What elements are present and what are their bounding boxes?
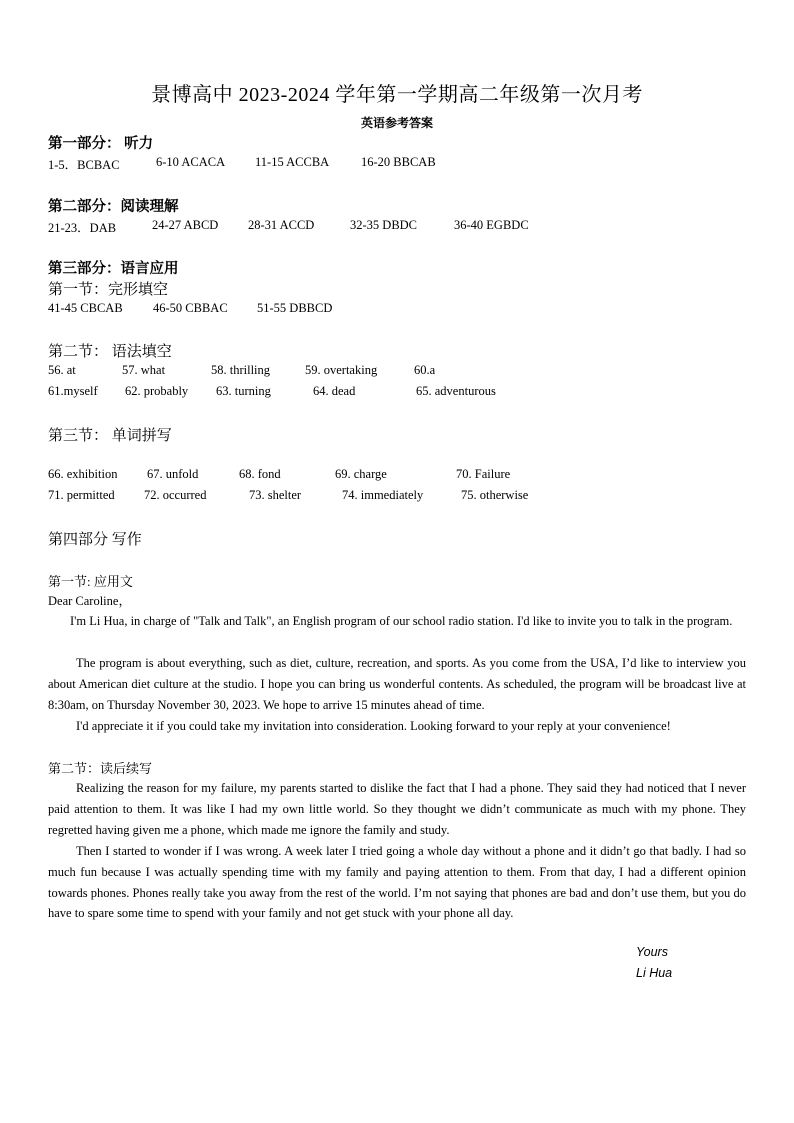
part3-section3-heading: 第三节： 单词拼写	[48, 428, 172, 444]
answer-group: 11-15 ACCBA	[255, 155, 330, 169]
part3-section2-heading: 第二节： 语法填空	[48, 344, 172, 360]
part1-heading: 第一部分： 听力	[48, 136, 154, 152]
answer-group: 6-10 ACACA	[156, 155, 226, 169]
answer-group: 28-31 ACCD	[248, 218, 315, 232]
answer-item: 69. charge	[335, 467, 387, 481]
answer-item: 72. occurred	[144, 488, 207, 502]
part2-heading: 第二部分：阅读理解	[48, 199, 179, 215]
letter-paragraph: I'd appreciate it if you could take my invitation into consideration. Looking forward to your reply at your convenience!	[76, 719, 671, 733]
answer-group: 32-35 DBDC	[350, 218, 418, 232]
letter-closing: Yours	[636, 945, 668, 959]
answer-item: 75. otherwise	[461, 488, 529, 502]
answer-item: 59. overtaking	[305, 363, 378, 377]
answer-item: 74. immediately	[342, 488, 424, 502]
answer-group: 21-23．DAB	[48, 221, 117, 235]
answer-item: 73. shelter	[249, 488, 302, 502]
answer-group: 24-27 ABCD	[152, 218, 219, 232]
continuation-paragraph: Then I started to wonder if I was wrong. A week later I tried going a whole day without a phone and it didn’t go that badly. I had so much fun because I was actually spending time with my family and paying attention to them. From that day, I had a different opinion towards phones. Phones really take you away from the rest of the world. I’m not saying that phones are bad and don’t use them, but you do have to spare some time to spend with your family and not get stuck with your phone all day.	[48, 844, 746, 921]
answer-group: 41-45 CBCAB	[48, 301, 123, 315]
answer-item: 70. Failure	[456, 467, 511, 481]
part4-section1-heading: 第一节: 应用文	[48, 574, 133, 589]
answer-item: 60.a	[414, 363, 436, 377]
page-subtitle: 英语参考答案	[360, 116, 433, 130]
letter-signature: Li Hua	[636, 966, 673, 980]
answer-item: 56. at	[48, 363, 76, 377]
answer-item: 63. turning	[216, 384, 271, 398]
answer-item: 64. dead	[313, 384, 356, 398]
letter-paragraph: I'm Li Hua, in charge of "Talk and Talk", an English program of our school radio station. I'd like to invite you to talk in the program.	[70, 614, 733, 628]
answer-item: 71. permitted	[48, 488, 115, 502]
part3-heading: 第三部分：语言应用	[48, 261, 179, 277]
answer-item: 58. thrilling	[211, 363, 271, 377]
letter-paragraph: The program is about everything, such as diet, culture, recreation, and sports. As you come from the USA, I’d like to interview you about American diet culture at the studio. I hope you can bring us wonderful contents. As scheduled, the program will be broadcast live at 8:30am, on Thursday November 30, 2023. We hope to arrive 15 minutes ahead of time.	[48, 656, 746, 712]
letter-salutation: Dear Caroline，	[48, 594, 131, 608]
continuation-paragraph: Realizing the reason for my failure, my parents started to dislike the fact that I had a phone. They said they had noticed that I never paid attention to them. It was like I had my own little world. So they thought we didn’t communicate as much with my phone. They regretted having given me a phone, which made me ignore the family and study.	[48, 781, 746, 837]
answer-item: 68. fond	[239, 467, 281, 481]
answer-group: 46-50 CBBAC	[153, 301, 228, 315]
part4-heading: 第四部分 写作	[48, 532, 142, 548]
answer-group: 51-55 DBBCD	[257, 301, 333, 315]
answer-item: 61.myself	[48, 384, 98, 398]
answer-group: 16-20 BBCAB	[361, 155, 436, 169]
part3-section1-heading: 第一节：完形填空	[48, 282, 169, 298]
answer-item: 57. what	[122, 363, 166, 377]
answer-item: 67. unfold	[147, 467, 199, 481]
answer-group: 36-40 EGBDC	[454, 218, 529, 232]
page-title: 景博高中 2023-2024 学年第一学期高二年级第一次月考	[151, 84, 643, 106]
answer-item: 62. probably	[125, 384, 189, 398]
answer-group: 1-5．BCBAC	[48, 158, 120, 172]
part4-section2-heading: 第二节：读后续写	[48, 761, 153, 776]
answer-item: 66. exhibition	[48, 467, 118, 481]
answer-item: 65. adventurous	[416, 384, 496, 398]
